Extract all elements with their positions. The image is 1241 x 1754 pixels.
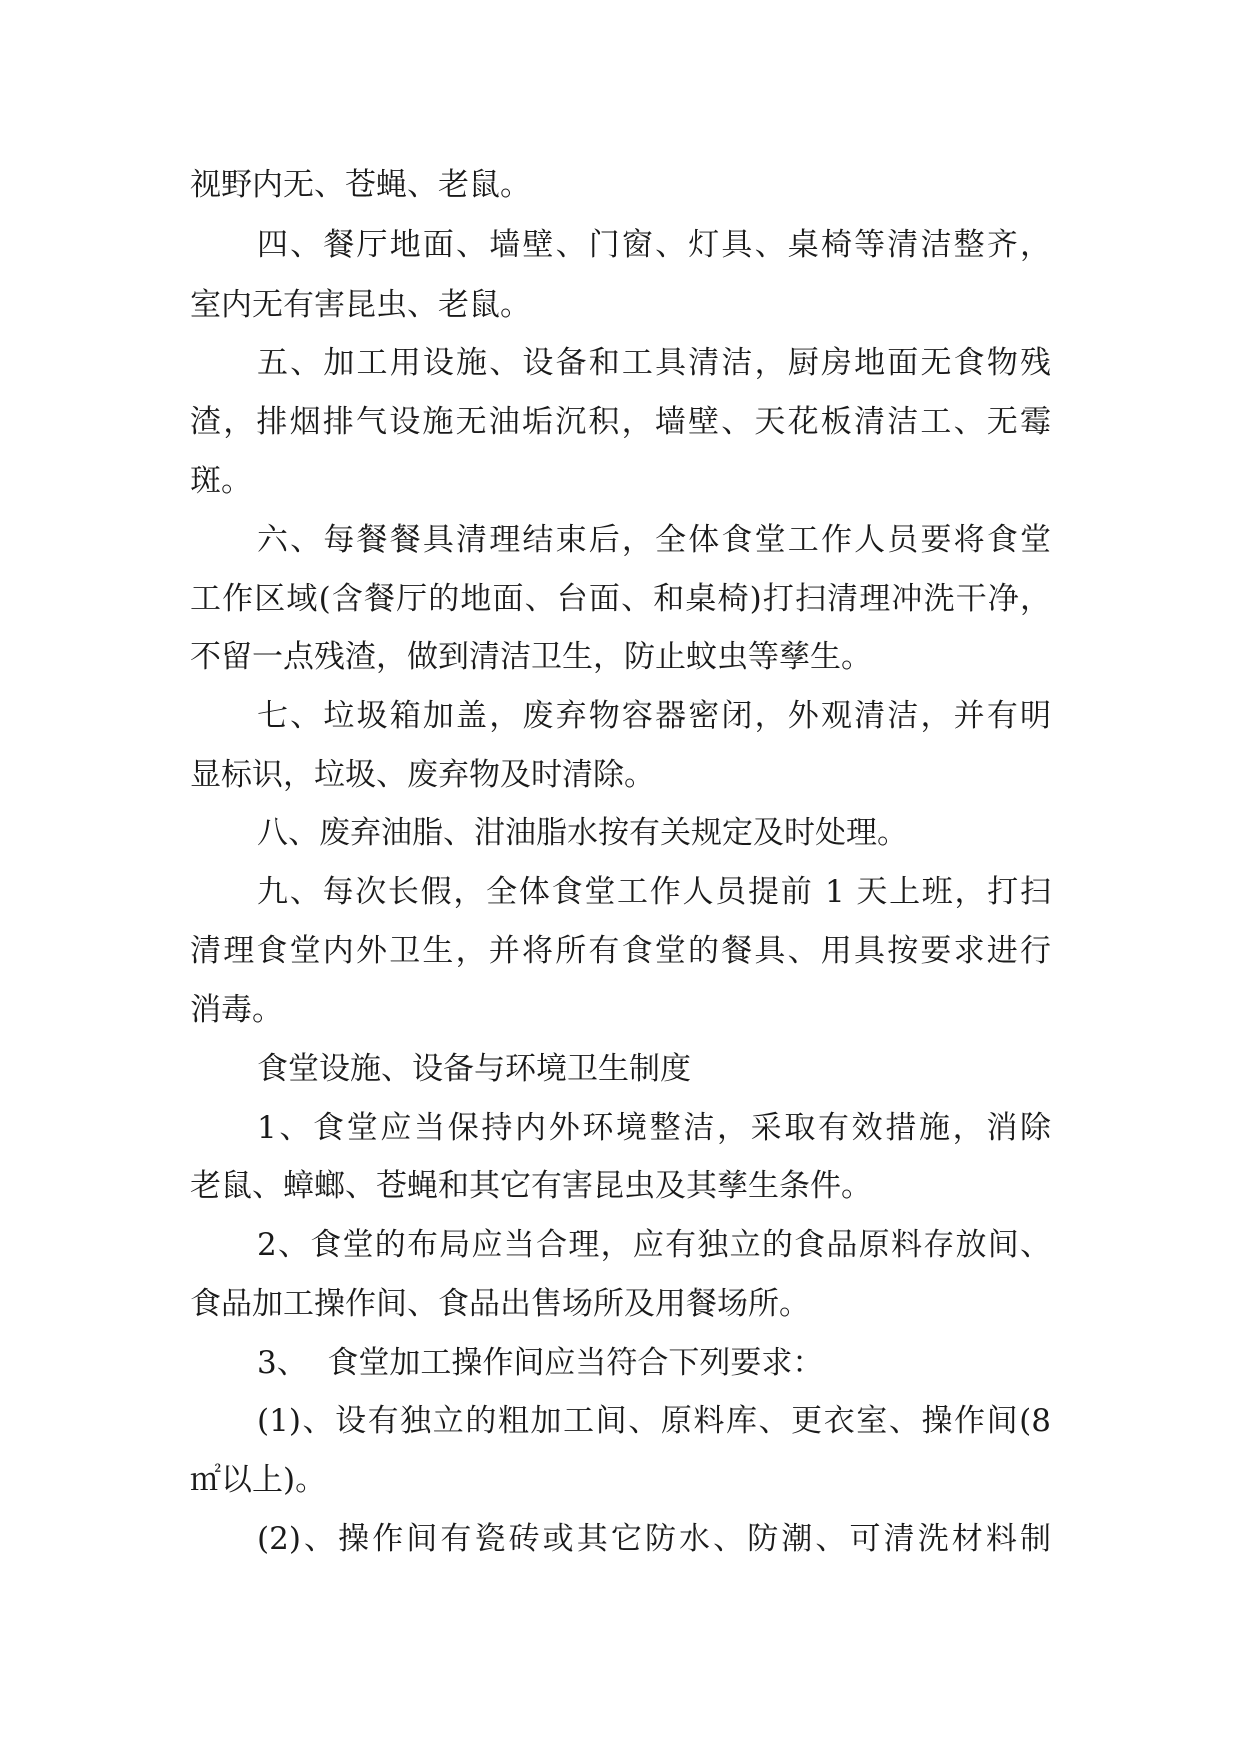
text-line-content: 室内无有害昆虫、老鼠。 bbox=[190, 287, 531, 323]
text-line-content: 2、食堂的布局应当合理，应有独立的食品原料存放间、 bbox=[257, 1227, 1051, 1263]
text-line-content: 六、每餐餐具清理结束后，全体食堂工作人员要将食堂 bbox=[257, 522, 1051, 558]
text-line-content: 显标识，垃圾、废弃物及时清除。 bbox=[190, 757, 655, 793]
text-line-content: 不留一点残渣，做到清洁卫生，防止蚊虫等孳生。 bbox=[190, 639, 872, 675]
section-heading bbox=[0, 1039, 1241, 1099]
text-line bbox=[0, 392, 1241, 452]
paragraph-first-line bbox=[0, 1333, 1241, 1393]
text-line-content: ㎡以上)。 bbox=[190, 1462, 327, 1498]
paragraph-first-line bbox=[0, 1391, 1241, 1451]
text-line-content: 五、加工用设施、设备和工具清洁，厨房地面无食物残 bbox=[257, 345, 1051, 381]
paragraph-first-line bbox=[0, 803, 1241, 863]
text-line-content: 3、 食堂加工操作间应当符合下列要求： bbox=[257, 1345, 824, 1381]
text-line bbox=[0, 627, 1241, 687]
text-line-content: 老鼠、蟑螂、苍蝇和其它有害昆虫及其孳生条件。 bbox=[190, 1168, 872, 1204]
text-line-content: 清理食堂内外卫生，并将所有食堂的餐具、用具按要求进行 bbox=[190, 933, 1051, 969]
text-line-content: 四、餐厅地面、墙壁、门窗、灯具、桌椅等清洁整齐， bbox=[257, 227, 1051, 263]
text-line-content: (2)、操作间有瓷砖或其它防水、防潮、可清洗材料制 bbox=[257, 1521, 1051, 1557]
text-line bbox=[0, 980, 1241, 1040]
text-line bbox=[0, 921, 1241, 981]
text-line-content: 九、每次长假，全体食堂工作人员提前 1 天上班，打扫 bbox=[257, 874, 1051, 910]
text-line-content: 渣，排烟排气设施无油垢沉积，墙壁、天花板清洁工、无霉 bbox=[190, 404, 1051, 440]
text-line-content: 1、食堂应当保持内外环境整洁，采取有效措施，消除 bbox=[257, 1110, 1051, 1146]
paragraph-first-line bbox=[0, 1509, 1241, 1569]
paragraph-first-line bbox=[0, 862, 1241, 922]
text-line-content: 视野内无、苍蝇、老鼠。 bbox=[190, 167, 531, 203]
text-line-content: 工作区域(含餐厅的地面、台面、和桌椅)打扫清理冲洗干净， bbox=[190, 581, 1051, 617]
paragraph-first-line bbox=[0, 215, 1241, 275]
section-heading-text: 食堂设施、设备与环境卫生制度 bbox=[257, 1051, 691, 1087]
text-line-content: 消毒。 bbox=[190, 992, 283, 1028]
text-line bbox=[0, 155, 1241, 215]
paragraph-first-line bbox=[0, 1098, 1241, 1158]
text-line-content: 八、废弃油脂、泔油脂水按有关规定及时处理。 bbox=[257, 815, 908, 851]
paragraph-first-line bbox=[0, 510, 1241, 570]
paragraph-first-line bbox=[0, 333, 1241, 393]
paragraph-first-line bbox=[0, 686, 1241, 746]
text-line bbox=[0, 451, 1241, 511]
text-line bbox=[0, 1274, 1241, 1334]
text-line-content: 斑。 bbox=[190, 463, 252, 499]
text-line bbox=[0, 1156, 1241, 1216]
text-line bbox=[0, 569, 1241, 629]
paragraph-first-line bbox=[0, 1215, 1241, 1275]
text-line bbox=[0, 1450, 1241, 1510]
text-line-content: 食品加工操作间、食品出售场所及用餐场所。 bbox=[190, 1286, 810, 1322]
text-line-content: 七、垃圾箱加盖，废弃物容器密闭，外观清洁，并有明 bbox=[257, 698, 1051, 734]
text-line-content: (1)、设有独立的粗加工间、原料库、更衣室、操作间(8 bbox=[257, 1403, 1051, 1439]
text-line bbox=[0, 745, 1241, 805]
text-line bbox=[0, 275, 1241, 335]
